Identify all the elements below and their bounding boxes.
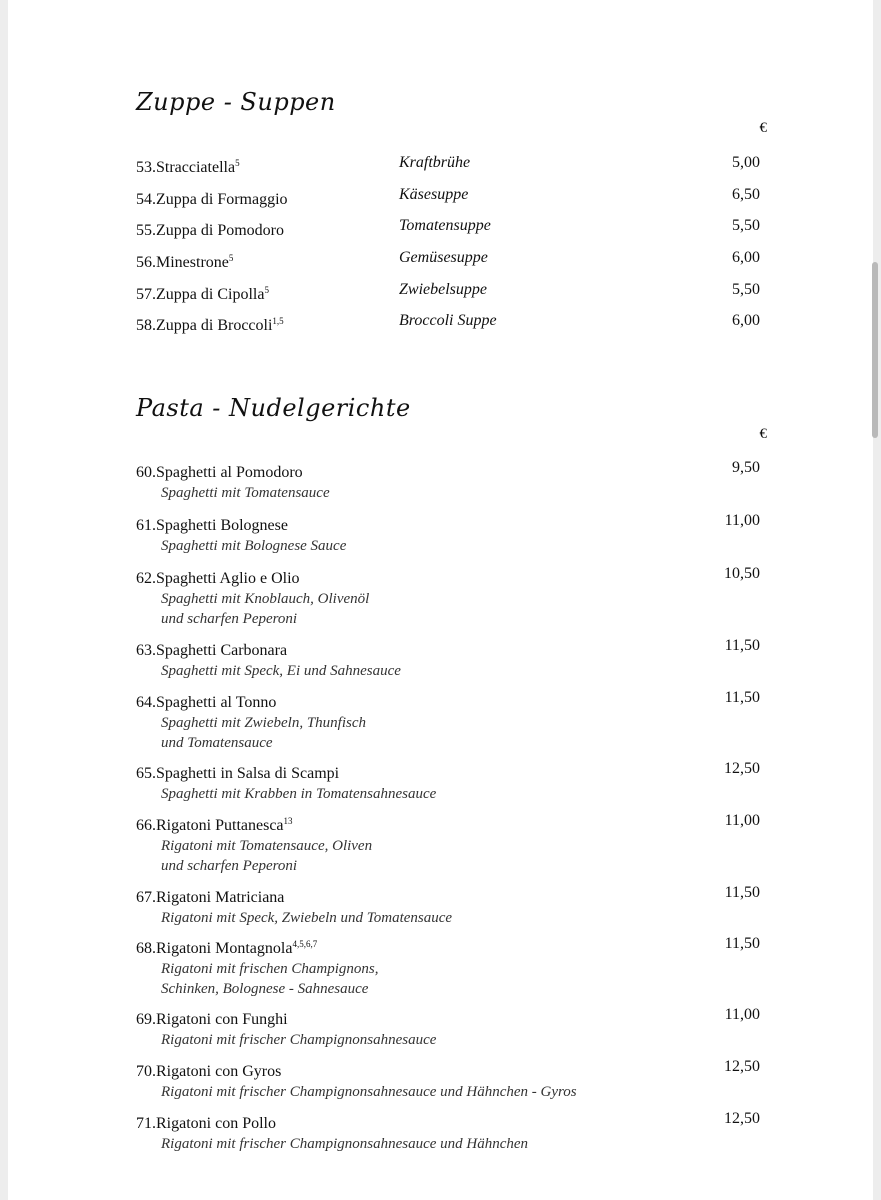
pasta-item <box>136 1109 760 1154</box>
soup-item-price: 5,50 <box>732 217 760 234</box>
soup-item-name: 57.Zuppa di Cipolla$^5$ <box>136 285 269 303</box>
pasta-item-name: 69.Rigatoni con Funghi <box>136 1011 288 1028</box>
pasta-item-price: 11,00 <box>724 1006 760 1023</box>
pasta-item-description: Schinken, Bolognese - Sahnesauce <box>161 981 369 997</box>
allergen-note: 1,5 <box>272 316 284 326</box>
allergen-note: 13 <box>283 816 293 826</box>
pasta-item-name: 62.Spaghetti Aglio e Olio <box>136 570 300 587</box>
soup-item-translation: Kraftbrühe <box>399 154 471 171</box>
pasta-item-description: Spaghetti mit Bolognese Sauce <box>161 538 347 554</box>
pasta-item-price: 11,50 <box>724 884 760 901</box>
menu-page <box>8 0 873 1200</box>
pasta-item-price: 11,00 <box>724 812 760 829</box>
pasta-item <box>136 564 760 629</box>
pasta-item-price: 10,50 <box>724 565 760 582</box>
pasta-item <box>136 883 760 928</box>
pasta-item <box>136 688 760 753</box>
pasta-item-description: und scharfen Peperoni <box>161 858 298 874</box>
soups-currency-header: € <box>759 120 767 136</box>
pasta-item-name: 60.Spaghetti al Pomodoro <box>136 464 303 481</box>
pasta-item-name: 66.Rigatoni Puttanesca$^{13}$ <box>136 816 293 834</box>
pasta-item-price: 11,50 <box>724 637 760 654</box>
pasta-item-description: und Tomatensauce <box>161 735 273 751</box>
allergen-note: 5 <box>235 158 240 168</box>
pasta-item-price: 12,50 <box>724 760 760 777</box>
pasta-title: Pasta - Nudelgerichte <box>136 394 411 422</box>
pasta-item <box>136 458 760 503</box>
pasta-item-name: 68.Rigatoni Montagnola$^{4,5,6,7}$ <box>136 939 318 957</box>
soup-item-name: 53.Stracciatella$^5$ <box>136 158 240 176</box>
pasta-item-description: Spaghetti mit Tomatensauce <box>161 485 330 501</box>
pasta-item <box>136 636 760 681</box>
pasta-item-description: Rigatoni mit frischer Champignonsahnesauce <box>161 1032 437 1048</box>
pasta-item <box>136 811 760 876</box>
soup-item-price: 6,00 <box>732 249 760 266</box>
pasta-item-description: Rigatoni mit frischen Champignons, <box>161 961 379 977</box>
soup-item-price: 5,00 <box>732 154 760 171</box>
pasta-item-price: 9,50 <box>732 459 760 476</box>
pasta-item-name: 63.Spaghetti Carbonara <box>136 642 288 659</box>
soup-item-translation: Zwiebelsuppe <box>399 281 487 298</box>
pasta-item-description: Spaghetti mit Krabben in Tomatensahnesauce <box>161 786 437 802</box>
pasta-item-price: 12,50 <box>724 1110 760 1127</box>
pasta-item-name: 65.Spaghetti in Salsa di Scampi <box>136 765 340 782</box>
soup-item-price: 6,00 <box>732 312 760 329</box>
pasta-currency-header: € <box>759 426 767 442</box>
soup-item-name: 58.Zuppa di Broccoli$^{1,5}$ <box>136 316 284 334</box>
pasta-item <box>136 759 760 804</box>
pasta-item-description: und scharfen Peperoni <box>161 611 298 627</box>
pasta-item-description: Spaghetti mit Speck, Ei und Sahnesauce <box>161 663 401 679</box>
soup-item-price: 6,50 <box>732 186 760 203</box>
allergen-note: 4,5,6,7 <box>292 939 318 949</box>
soup-item-translation: Tomatensuppe <box>399 217 491 234</box>
soup-item-price: 5,50 <box>732 281 760 298</box>
pasta-item-description: Spaghetti mit Zwiebeln, Thunfisch <box>161 715 366 731</box>
allergen-note: 5 <box>228 253 234 263</box>
pasta-item-name: 61.Spaghetti Bolognese <box>136 517 288 534</box>
pasta-item-name: 64.Spaghetti al Tonno <box>136 694 277 711</box>
pasta-item-price: 12,50 <box>724 1058 760 1075</box>
soup-item-translation: Käsesuppe <box>399 186 469 203</box>
allergen-note: 5 <box>264 285 269 295</box>
pasta-item-description: Rigatoni mit Speck, Zwiebeln und Tomatensauce <box>161 910 453 926</box>
pasta-item-description: Spaghetti mit Knoblauch, Olivenöl <box>161 591 370 607</box>
pasta-item-description: Rigatoni mit frischer Champignonsahnesauce und Hähnchen <box>161 1136 529 1152</box>
soup-item-translation: Broccoli Suppe <box>399 312 497 329</box>
pasta-item-name: 70.Rigatoni con Gyros <box>136 1063 282 1080</box>
pasta-item <box>136 1005 760 1050</box>
soups-title: Zuppe - Suppen <box>136 88 336 116</box>
pasta-item-description: Rigatoni mit Tomatensauce, Oliven <box>161 838 373 854</box>
pasta-item <box>136 934 760 999</box>
pasta-item-name: 67.Rigatoni Matriciana <box>136 889 285 906</box>
pasta-item <box>136 511 760 556</box>
scrollbar-thumb[interactable] <box>872 262 878 438</box>
pasta-item-price: 11,50 <box>724 689 760 706</box>
pasta-item-price: 11,00 <box>724 512 760 529</box>
pasta-item-name: 71.Rigatoni con Pollo <box>136 1115 276 1132</box>
soup-item-translation: Gemüsesuppe <box>399 249 488 266</box>
pasta-item-description: Rigatoni mit frischer Champignonsahnesauce und Hähnchen - Gyros <box>161 1084 577 1100</box>
pasta-item <box>136 1057 760 1102</box>
soup-item-name: 56.Minestrone$^5$ <box>136 253 234 271</box>
soup-item-name: 55.Zuppa di Pomodoro <box>136 222 284 239</box>
soup-item-name: 54.Zuppa di Formaggio <box>136 191 288 208</box>
pasta-item-price: 11,50 <box>724 935 760 952</box>
